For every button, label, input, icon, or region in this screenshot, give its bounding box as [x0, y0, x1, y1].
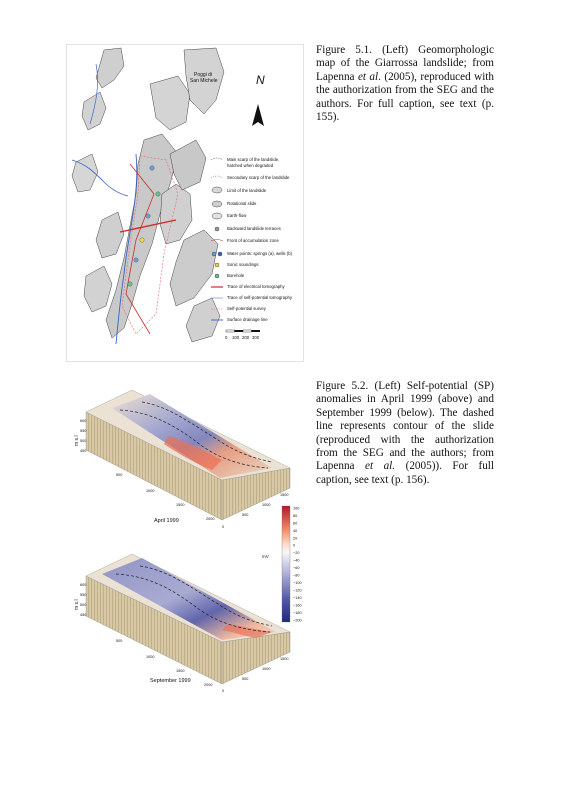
- colorbar-ticks: [293, 506, 302, 622]
- colorbar-tick-label: −40: [293, 558, 300, 563]
- x-tick: 2000: [206, 517, 215, 521]
- caption-text: Figure 5.1. (Left) Geomorphologic map of the Giarrossa landslide; from Lapenna: [316, 44, 494, 83]
- y-tick: 500: [242, 513, 249, 517]
- colorbar-tick-label: −100: [293, 581, 302, 586]
- y-tick: 0: [222, 689, 225, 693]
- colorbar-tick-label: −160: [293, 603, 302, 608]
- colorbar-tick-label: 40: [293, 528, 298, 533]
- colorbar-tick-label: −60: [293, 566, 300, 571]
- x-tick: 1000: [146, 655, 155, 659]
- north-arrow-label: N: [256, 73, 265, 87]
- legend-item-main-scarp-2: hatched when degraded: [227, 163, 274, 168]
- legend-item-drainage: Surface drainage line: [227, 317, 268, 322]
- legend-item-sonic: Sonic soundings: [227, 262, 259, 267]
- legend-item-limit: Limit of the landslide: [227, 188, 267, 193]
- figure-5-1-caption: [316, 44, 494, 124]
- y-tick: 1500: [280, 657, 289, 661]
- colorbar-tick-label: 60: [293, 521, 298, 526]
- x-tick: 2000: [204, 683, 213, 687]
- y-tick: 1500: [280, 493, 289, 497]
- scale-label: 300: [252, 335, 260, 340]
- colorbar-tick-label: −200: [293, 618, 302, 623]
- height-tick: 600: [80, 419, 87, 423]
- legend-item-main-scarp: Main scarp of the landslide,: [227, 157, 280, 162]
- sonic-sounding-marker: [140, 238, 144, 242]
- height-axis-label: m s.l: [74, 435, 80, 446]
- colorbar-tick-label: −20: [293, 551, 300, 556]
- borehole-marker: [128, 282, 132, 286]
- height-tick: 500: [80, 439, 87, 443]
- scale-label: 200: [242, 335, 250, 340]
- height-tick: 600: [80, 583, 87, 587]
- x-tick: 1500: [176, 669, 185, 673]
- height-tick: 500: [80, 603, 87, 607]
- scale-label: 100: [232, 335, 240, 340]
- x-tick: 500: [116, 473, 123, 477]
- colorbar-gradient: [282, 506, 290, 622]
- x-tick: 1500: [176, 503, 185, 507]
- caption-text-end: . (2005), reproduced with the authorization from the SEG and the authors. For full caption, see text (p. 155).: [316, 70, 495, 124]
- colorbar-tick-label: −180: [293, 610, 302, 615]
- colorbar-tick-label: −80: [293, 573, 300, 578]
- x-tick: 500: [116, 639, 123, 643]
- height-axis-label: m s.l: [74, 599, 80, 610]
- colorbar-unit: mV: [262, 554, 269, 559]
- legend-item-water-points: Water points: springs (a), wells (b): [227, 251, 293, 256]
- legend-item-sp-tomography: Trace of self-potential tomography: [227, 295, 293, 300]
- colorbar-tick-label: −140: [293, 596, 302, 600]
- caption-text: Figure 5.2. (Left) Self-potential (SP) anomalies in April 1999 (above) and September 1999 (below). The dashed line represents contour of the slide (reproduced with the authorization from the SEG and the authors; from Lapenna: [316, 380, 494, 473]
- legend-item-electrical: Trace of electrical tomography: [227, 284, 285, 289]
- x-tick: 1000: [146, 489, 155, 493]
- caption-italic: et al: [357, 70, 379, 83]
- water-point-marker: [134, 258, 138, 262]
- panel-label-april: April 1999: [154, 518, 179, 524]
- legend-item-borehole: Borehole: [227, 273, 245, 278]
- place-label-line-1: Poggi di: [194, 72, 213, 78]
- april-1999-surface-block: [74, 390, 290, 529]
- place-label-line-2: San Michele: [190, 78, 218, 84]
- water-point-marker: [150, 166, 154, 170]
- borehole-marker: [156, 192, 160, 196]
- height-tick: 450: [80, 449, 87, 453]
- caption-text-end: (2005)). For full caption, see text (p. 156).: [316, 460, 495, 486]
- y-tick: 500: [242, 677, 249, 681]
- water-point-marker: [146, 214, 150, 218]
- colorbar-tick-label: 80: [293, 513, 298, 518]
- figure-5-2-caption: [316, 380, 494, 487]
- height-tick: 450: [80, 613, 87, 617]
- caption-italic: et al.: [365, 460, 396, 473]
- legend-item-secondary-scarp: Secondary scarp of the landslide: [227, 175, 290, 180]
- y-tick: 1000: [262, 503, 271, 507]
- colorbar-tick-label: 20: [293, 536, 298, 541]
- colorbar: [262, 506, 302, 622]
- legend-item-earth-flow: Earth-flow: [227, 213, 247, 218]
- september-1999-surface-block: [74, 554, 290, 693]
- height-tick: 550: [80, 429, 87, 433]
- legend-item-rotational-slide: Rotational slide: [227, 201, 257, 206]
- colorbar-tick-label: −120: [293, 588, 302, 593]
- legend-item-front: Front of accumulation zone: [227, 238, 279, 243]
- panel-label-september: September 1999: [150, 678, 191, 684]
- scale-label: 0: [225, 335, 228, 340]
- colorbar-tick-label: 100: [293, 506, 300, 511]
- geomorphologic-map-figure: [66, 44, 304, 362]
- colorbar-tick-label: 0: [293, 543, 296, 548]
- y-tick: 1000: [262, 667, 271, 671]
- height-tick: 550: [80, 593, 87, 597]
- y-tick: 0: [222, 525, 225, 529]
- legend-item-sp-survey: Self-potential survey: [227, 306, 266, 311]
- legend-item-terraces: Backward landslide terraces: [227, 226, 281, 231]
- sp-anomaly-figure: [72, 380, 308, 700]
